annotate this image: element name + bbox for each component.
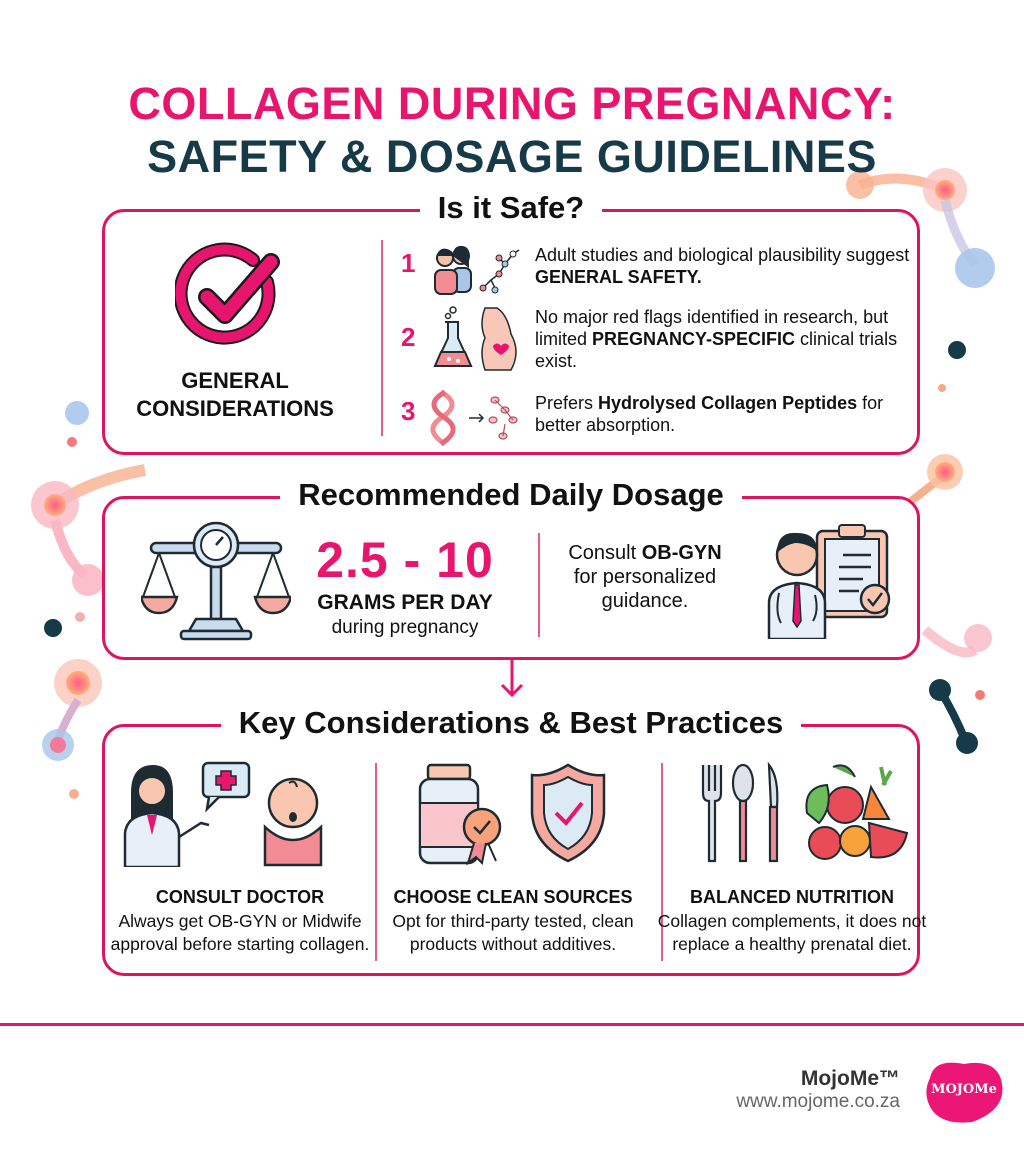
footer-divider [0, 1023, 1024, 1026]
dosage-subtitle: during pregnancy [331, 617, 479, 638]
check-circle-icon [175, 242, 285, 352]
safety-item-text: Prefers Hydrolysed Collagen Peptides for better absorption. [535, 393, 884, 435]
mojome-logo [922, 1058, 1006, 1126]
brand-url[interactable]: www.mojome.co.za [736, 1091, 900, 1112]
key-column-consult-doctor [105, 747, 375, 972]
key-column-heading: CHOOSE CLEAN SOURCES [393, 887, 633, 907]
logo-text: MOJOMe [931, 1082, 997, 1097]
scale-icon [141, 521, 291, 645]
page-title-line-2: SAFETY & DOSAGE GUIDELINES [147, 131, 877, 182]
key-column-description: Collagen complements, it does not replace a healthy prenatal diet. [657, 911, 927, 954]
safety-item: 2 No major red flags identified in research, but limited PREGNANCY-SPECIFIC clinical trials exist. [401, 304, 901, 364]
safety-card [102, 190, 920, 455]
page-title-line-1: COLLAGEN DURING PREGNANCY: [128, 78, 896, 129]
safety-item-text: No major red flags identified in research, but limited PREGNANCY-SPECIFIC clinical trials exist. [535, 307, 898, 371]
key-column-description: Always get OB-GYN or Midwife approval before starting collagen. [110, 911, 370, 954]
consult-text: Consult OB-GYN for personalized guidance. [568, 542, 722, 612]
key-considerations-card [102, 705, 927, 976]
brand-name: MojoMe™ [800, 1067, 900, 1090]
cutlery-produce-icon [657, 757, 927, 867]
divider [381, 240, 383, 436]
dosage-range: 2.5 - 10 [316, 532, 494, 588]
general-considerations-label: GENERAL CONSIDERATIONS [136, 368, 334, 421]
connector-arrow-icon [490, 655, 530, 700]
bottle-shield-icon [378, 757, 648, 867]
people-molecule-icon [423, 242, 523, 298]
dosage-unit: GRAMS PER DAY [317, 591, 493, 614]
key-column-balanced-nutrition [657, 747, 927, 972]
doctor-clipboard-icon [755, 521, 905, 639]
flask-pregnant-icon [423, 304, 523, 374]
doctor-baby-icon [105, 757, 375, 867]
dosage-card-title: Recommended Daily Dosage [105, 477, 917, 513]
divider [375, 763, 377, 961]
safety-card-title: Is it Safe? [105, 190, 917, 226]
divider [538, 533, 540, 637]
safety-item: 1 Adult studies and biological plausibility suggest GENERAL SAFETY. [401, 242, 901, 302]
key-card-title: Key Considerations & Best Practices [105, 705, 917, 741]
dna-peptides-icon [423, 390, 523, 446]
key-column-heading: BALANCED NUTRITION [690, 887, 894, 907]
dosage-card [102, 477, 920, 660]
key-column-heading: CONSULT DOCTOR [155, 887, 325, 907]
safety-item-text: Adult studies and biological plausibility suggest GENERAL SAFETY. [535, 245, 910, 287]
key-column-description: Opt for third-party tested, clean products without additives. [392, 911, 634, 954]
safety-item: 3 Prefers Hydrolysed Collagen Peptides for better absorption. [401, 390, 901, 450]
key-column-clean-sources [378, 747, 648, 972]
